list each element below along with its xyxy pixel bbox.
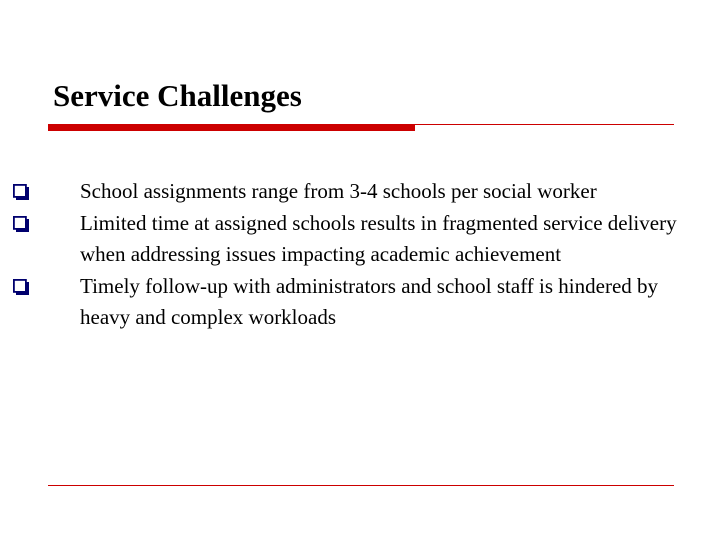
square-bullet-icon — [13, 184, 30, 201]
slide-title: Service Challenges — [53, 78, 302, 113]
bullet-item — [0, 208, 692, 271]
square-bullet-icon — [13, 216, 30, 233]
title-underline-thick — [48, 124, 415, 131]
bullet-text: School assignments range from 3-4 schools per social worker — [80, 179, 597, 203]
bullet-text: Limited time at assigned schools results in fragmented service delivery when addressing issues impacting academic achievement — [80, 210, 677, 266]
title-underline-thin — [415, 124, 674, 125]
bullet-item — [0, 271, 692, 334]
square-bullet-icon — [13, 279, 30, 296]
bullet-text: Timely follow-up with administrators and school staff is hindered by heavy and complex workloads — [80, 273, 659, 329]
footer-rule — [48, 485, 674, 486]
bullet-list — [0, 176, 720, 334]
bullet-item — [0, 176, 692, 208]
